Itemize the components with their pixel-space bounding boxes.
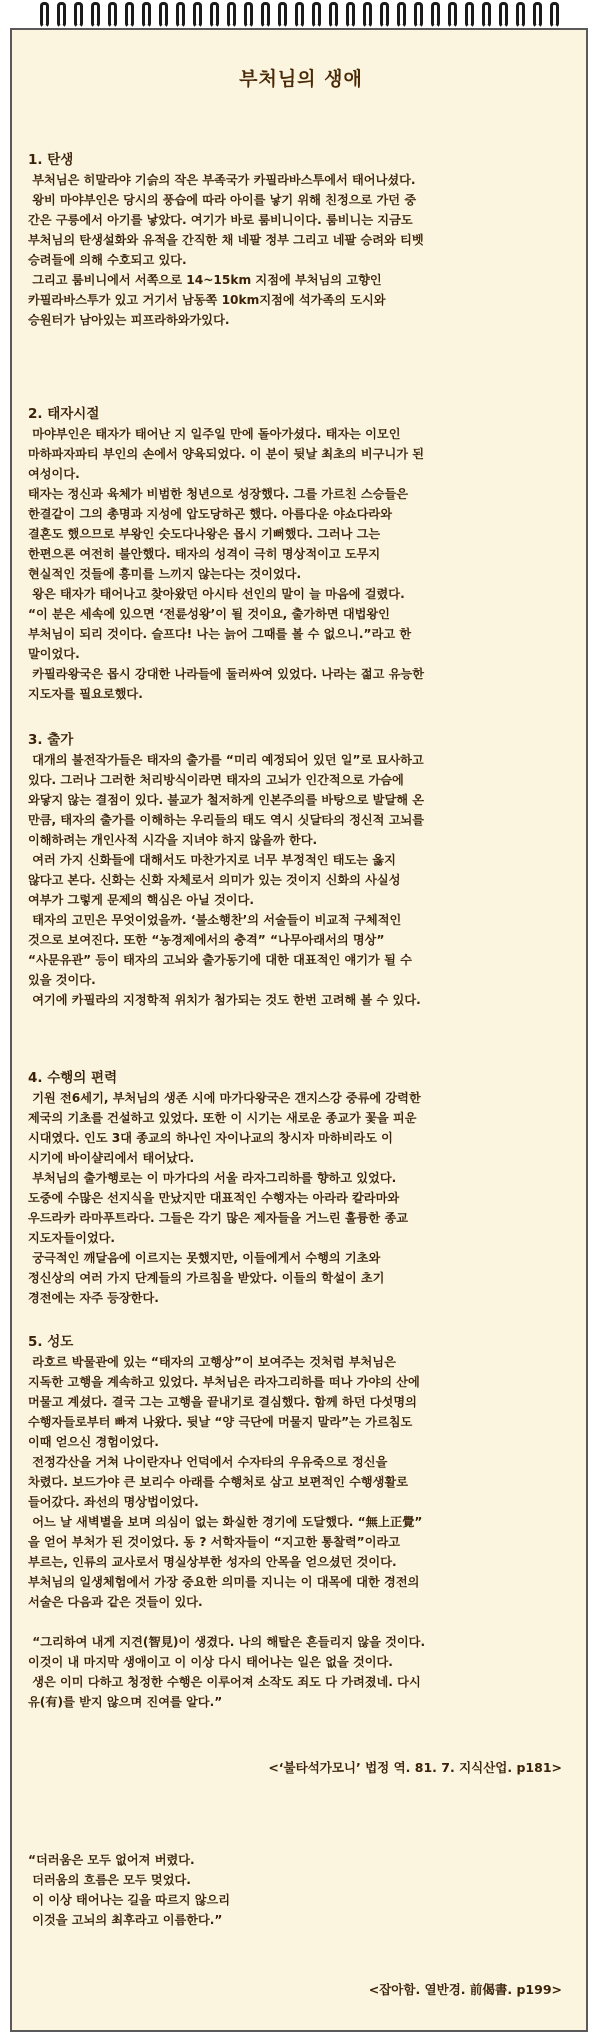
ring-icon — [346, 2, 355, 28]
ring-icon — [57, 2, 66, 28]
section-renunciation — [28, 728, 576, 1010]
ring-icon — [329, 2, 338, 28]
ring-icon — [278, 2, 287, 28]
section-heading: 5. 성도 — [28, 1334, 74, 1350]
section-heading: 4. 수행의 편력 — [28, 1070, 118, 1086]
section-wandering — [28, 1066, 576, 1308]
ring-icon — [363, 2, 372, 28]
ring-icon — [380, 2, 389, 28]
ring-icon — [516, 2, 525, 28]
ring-icon — [448, 2, 457, 28]
ring-icon — [533, 2, 542, 28]
ring-icon — [108, 2, 117, 28]
section-body: 마야부인은 태자가 태어난 지 일주일 만에 돌아가셨다. 태자는 이모인 마하파자파티 부인의 손에서 양육되었다. 이 분이 뒷날 최초의 비구니가 된 여성이다. 태자는 정신과 육체가 비범한 청년으로 성장했다. 그를 가르친 스승들은 한결같이 그의 총명과 지성에 압도당하곤 했다. 아름다운 야쇼다라와 결혼도 했으므로 부왕인 숫도다나왕은 몹시 기뻐했다. 그러나 그는 한편으론 여전히 불안했다. 태자의 성격이 극히 명상적이고 도무지 현실적인 것들에 흥미를 느끼지 않는다는 것이었다. 왕은 태자가 태어나고 찾아왔던 아시타 선인의 말이 늘 마음에 걸렸다. “이 분은 세속에 있으면 ‘전륜성왕’이 될 것이요, 출가하면 대법왕인 부처님이 되리 것이다. 슬프다! 나는 늙어 그때를 볼 수 없으니.”라고 한 말이었다. 카필라왕국은 몹시 강대한 나라들에 둘러싸여 있었다. 나라는 젊고 유능한 지도자를 필요로했다. — [28, 427, 425, 701]
ring-icon — [125, 2, 134, 28]
ring-icon — [176, 2, 185, 28]
ring-icon — [40, 2, 49, 28]
ring-icon — [159, 2, 168, 28]
section-heading: 2. 태자시절 — [28, 406, 100, 422]
ring-icon — [499, 2, 508, 28]
ring-icon — [227, 2, 236, 28]
section-prince-years — [28, 402, 576, 704]
section-body: 부처님은 히말라야 기슭의 작은 부족국가 카필라바스투에서 태어나셨다. 왕비 마야부인은 당시의 풍습에 따라 아이를 낳기 위해 친정으로 가던 중 간은 구릉에서 아기를 낳았다. 여기가 바로 룸비니이다. 룸비니는 지금도 부처님의 탄생설화와 유적을 간직한 채 네팔 정부 그리고 네팔 승려와 티벳 승려들에 의해 수호되고 있다. 그리고 룸비니에서 서쪽으로 14~15km 지점에 부처님의 고향인 카필라바스투가 있고 거기서 남동쪽 10km지점에 석가족의 도시와 승원터가 남아있는 피프라하와가있다. — [28, 173, 424, 327]
ring-icon — [193, 2, 202, 28]
section-birth — [28, 148, 576, 330]
ring-icon — [74, 2, 83, 28]
closing-quote — [28, 1850, 576, 1930]
section-enlightenment — [28, 1330, 576, 1712]
section-body: 라호르 박물관에 있는 “태자의 고행상”이 보여주는 것처럼 부처님은 지독한 고행을 계속하고 있었다. 부처님은 라자그리하를 떠나 가야의 산에 머물고 계셨다. 결국 그는 고행을 끝내기로 결심했다. 함께 하던 다섯명의 수행자들로부터 빠져 나왔다. 뒷날 “양 극단에 머물지 말라”는 가르침도 이때 얻으신 경험이었다. 전정각산을 거쳐 나이란자나 언덕에서 수자타의 우유죽으로 정신을 차렸다. 보드가야 큰 보리수 아래를 수행처로 삼고 보편적인 수행생활로 들어갔다. 좌선의 명상법이었다. 어느 날 새벽별을 보며 의심이 없는 화실한 경기에 도달했다. “無上正覺” 을 얻어 부처가 된 것이었다. 동 ? 서학자들이 “지고한 통찰력”이라고 부르는, 인류의 교사로서 명실상부한 성자의 안목을 얻으셨던 것이다. 부처님의 일생체험에서 가장 중요한 의미를 지니는 이 대목에 대한 경전의 서술은 다음과 같은 것들이 있다. “그리하여 내게 지견(智見)이 생겼다. 나의 해탈은 흔들리지 않을 것이다. 이것이 내 마지막 생애이고 이 이상 다시 태어나는 일은 없을 것이다. 생은 이미 다하고 청정한 수행은 이루어져 소작도 죄도 다 가려졌네. 다시 유(有)를 받지 않으며 진여를 알다.” — [28, 1355, 426, 1709]
citation-2: <잡아함. 열반경. 前偈書. p199> — [368, 1982, 562, 1997]
ring-icon — [482, 2, 491, 28]
ring-icon — [295, 2, 304, 28]
section-heading: 1. 탄생 — [28, 152, 74, 168]
ring-icon — [244, 2, 253, 28]
page-title: 부처님의 생애 — [239, 68, 363, 90]
ring-icon — [465, 2, 474, 28]
ring-icon — [550, 2, 559, 28]
ring-icon — [397, 2, 406, 28]
section-body: 대개의 불전작가들은 태자의 출가를 “미리 예정되어 있던 일”로 묘사하고 있다. 그러나 그러한 처리방식이라면 태자의 고뇌가 인간적으로 가슴에 와닿지 않는 결점이 있다. 불교가 철저하게 인본주의를 바탕으로 발달해 온 만큼, 태자의 출가를 이해하는 우리들의 태도 역시 싯달타의 정신적 고뇌를 이해하려는 개인사적 시각을 지녀야 하지 않을까 한다. 여러 가지 신화들에 대해서도 마찬가지로 너무 부정적인 태도는 옳지 않다고 본다. 신화는 신화 자체로서 의미가 있는 것이지 신화의 사실성 여부가 그렇게 문제의 핵심은 아닐 것이다. 태자의 고민은 무엇이었을까. ‘불소행찬’의 서술들이 비교적 구체적인 것으로 보여진다. 또한 “농경제에서의 충격” “나무아래서의 명상” “사문유관” 등이 태자의 고뇌와 출가동기에 대한 대표적인 얘기가 될 수 있을 것이다. 여기에 카필라의 지정학적 위치가 첨가되는 것도 한번 고려해 볼 수 있다. — [28, 753, 425, 1007]
ring-icon — [261, 2, 270, 28]
quote-body: “더러움은 모두 없어져 버렸다. 더러움의 흐름은 모두 멎었다. 이 이상 태어나는 길을 따르지 않으리 이것을 고뇌의 최후라고 이름한다.” — [28, 1853, 231, 1927]
ring-icon — [414, 2, 423, 28]
ring-icon — [91, 2, 100, 28]
ring-icon — [142, 2, 151, 28]
section-body: 기원 전6세기, 부처님의 생존 시에 마가다왕국은 갠지스강 중류에 강력한 제국의 기초를 건설하고 있었다. 또한 이 시기는 새로운 종교가 꽃을 피운 시대였다. 인도 3대 종교의 하나인 자이나교의 창시자 마하비라도 이 시기에 바이샬리에서 태어났다. 부처님의 출가행로는 이 마가다의 서울 라자그리하를 향하고 있었다. 도중에 수많은 선지식을 만났지만 대표적인 수행자는 아라라 칼라마와 우드라카 라마푸트라다. 그들은 각기 많은 제자들을 거느린 훌륭한 종교 지도자들이었다. 궁극적인 깨달음에 이르지는 못했지만, 이들에게서 수행의 기초와 정신상의 여러 가지 단계들의 가르침을 받았다. 이들의 학설이 초기 경전에는 자주 등장한다. — [28, 1091, 421, 1305]
ring-icon — [210, 2, 219, 28]
ring-icon — [312, 2, 321, 28]
ring-icon — [431, 2, 440, 28]
notebook-page — [10, 28, 588, 2032]
citation-1: <‘불타석가모니’ 법정 역. 81. 7. 지식산업. p181> — [268, 1760, 562, 1775]
section-heading: 3. 출가 — [28, 732, 74, 748]
